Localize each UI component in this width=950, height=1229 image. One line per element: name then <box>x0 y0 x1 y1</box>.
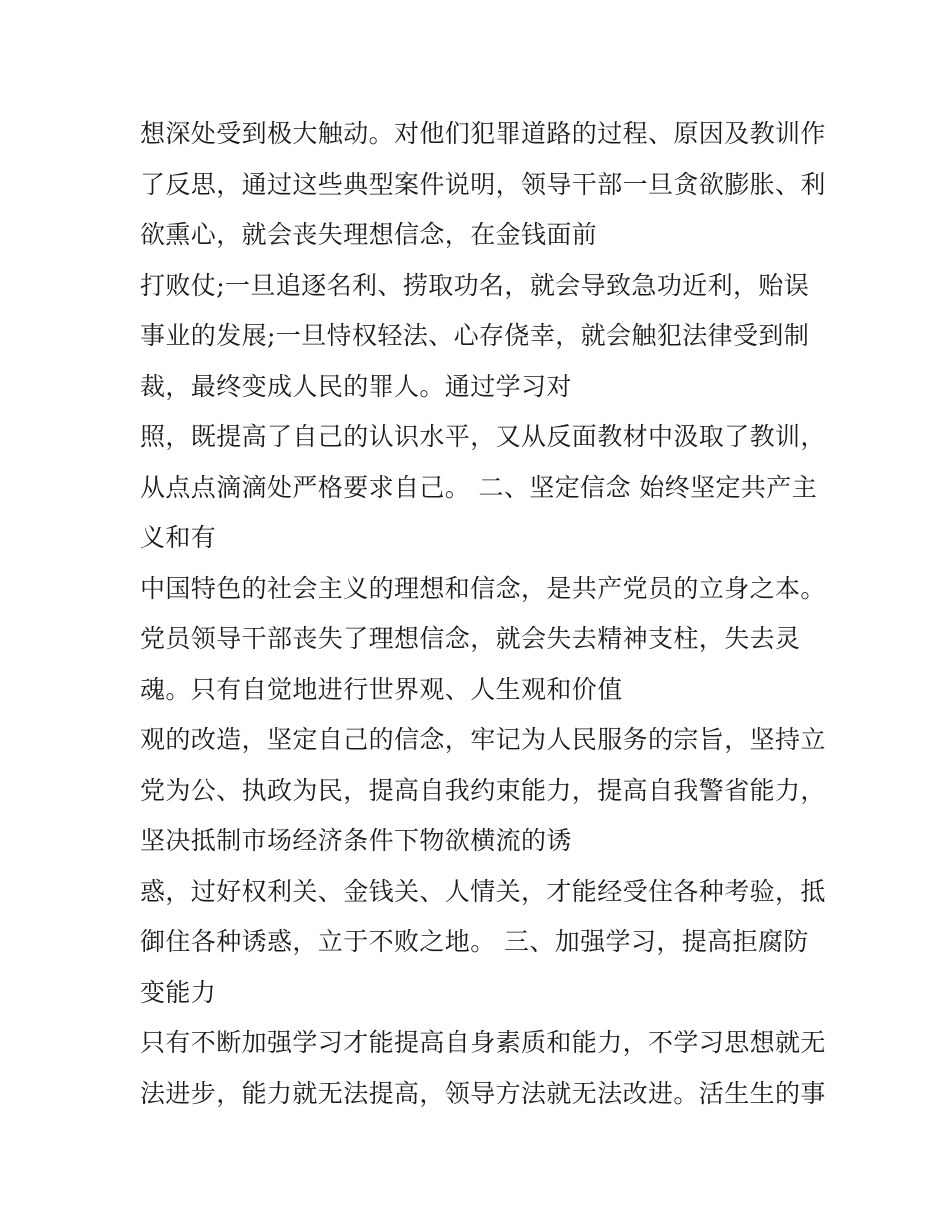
text-line: 党员领导干部丧失了理想信念，就会失去精神支柱，失去灵 <box>140 624 801 653</box>
text-line: 观的改造，坚定自己的信念，牢记为人民服务的宗旨，坚持立 <box>140 725 826 754</box>
text-line: 御住各种诱惑，立于不败之地。 三、加强学习，提高拒腐防 <box>140 927 809 956</box>
text-line: 惑，过好权利关、金钱关、人情关，才能经受住各种考验，抵 <box>140 876 826 906</box>
body-text <box>140 109 826 1119</box>
text-line: 坚决抵制市场经济条件下物欲横流的诱 <box>140 826 572 855</box>
text-line: 从点点滴滴处严格要求自己。 二、坚定信念 始终坚定共产主 <box>140 472 818 502</box>
text-line: 法进步，能力就无法提高，领导方法就无法改进。活生生的事 <box>140 1078 826 1108</box>
text-line: 魂。只有自觉地进行世界观、人生观和价值 <box>140 674 623 704</box>
text-line: 事业的发展;一旦恃权轻法、心存侥幸，就会触犯法律受到制 <box>140 321 810 350</box>
text-line: 义和有 <box>140 523 217 552</box>
text-line: 想深处受到极大触动。对他们犯罪道路的过程、原因及教训作 <box>140 119 826 148</box>
text-line: 中国特色的社会主义的理想和信念，是共产党员的立身之本。 <box>140 573 826 603</box>
text-line: 照，既提高了自己的认识水平，又从反面教材中汲取了教训， <box>140 422 826 451</box>
text-line: 变能力 <box>140 977 217 1007</box>
text-line: 打败仗;一旦追逐名利、捞取功名，就会导致急功近利，贻误 <box>140 270 810 300</box>
text-line: 只有不断加强学习才能提高自身素质和能力，不学习思想就无 <box>140 1028 826 1057</box>
text-line: 裁，最终变成人民的罪人。通过学习对 <box>140 371 572 401</box>
text-line: 了反思，通过这些典型案件说明，领导干部一旦贪欲膨胀、利 <box>140 169 826 199</box>
text-line: 欲熏心，就会丧失理想信念，在金钱面前 <box>140 220 598 249</box>
text-line: 党为公、执政为民，提高自我约束能力，提高自我警省能力， <box>140 775 826 805</box>
